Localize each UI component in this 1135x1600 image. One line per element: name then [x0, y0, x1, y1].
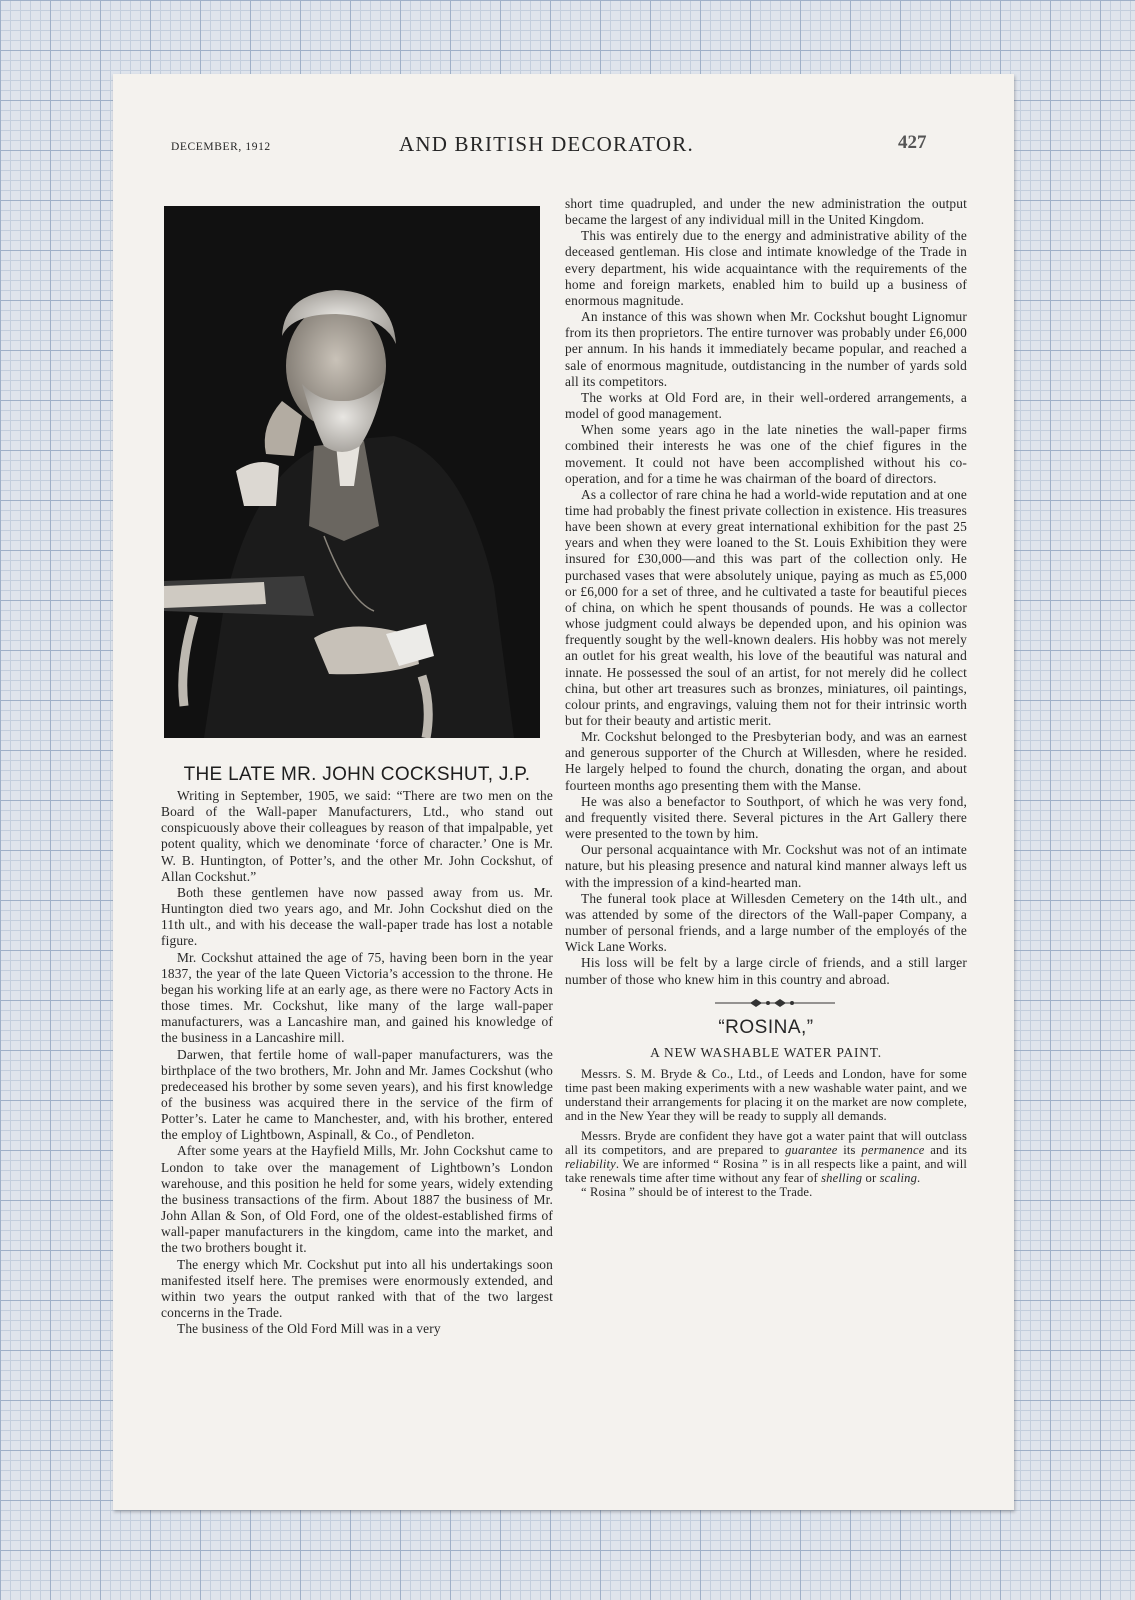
portrait-photograph [164, 206, 540, 738]
emphasis: shelling [821, 1170, 863, 1185]
portrait-icon [164, 206, 540, 738]
emphasis: scaling [879, 1170, 918, 1185]
section-ornament [565, 995, 967, 1011]
emphasis: reliability [565, 1156, 616, 1171]
paragraph: Messrs. S. M. Bryde & Co., Ltd., of Leeds and London, have for some time past been making experiments with a new washable water paint, and we understand their arrangements for placing it on the market are now complete, and in the New Year they will be ready to supply all demands. [565, 1066, 967, 1123]
ornament-icon [565, 995, 967, 1011]
journal-title: AND BRITISH DECORATOR. [399, 132, 694, 156]
emphasis: permanence [861, 1142, 925, 1157]
paragraph: The works at Old Ford are, in their well-ordered arrangements, a model of good management. [565, 389, 967, 422]
paragraph: The business of the Old Ford Mill was in a very [177, 1321, 441, 1337]
paragraph: When some years ago in the late nineties the wall-paper firms combined their interests he was one of the chief figures in the movement. It could not have been accomplished without his co-operation, and for a time he was chairman of the board of directors. [565, 422, 967, 486]
paragraph: The energy which Mr. Cockshut put into all his undertakings soon manifested itself here. The premises were enormously extended, and within two years the output ranked with that of the two largest concerns in the Trade. [161, 1256, 553, 1320]
rosina-subtitle: A NEW WASHABLE WATER PAINT. [650, 1044, 882, 1060]
paragraph: “ Rosina ” should be of interest to the Trade. [581, 1184, 813, 1199]
paragraph: Mr. Cockshut belonged to the Presbyterian body, and was an earnest and generous supporter of the Church at Willesden, where he resided. He largely helped to found the church, donating the organ, and about fourteen months ago presenting them with the Manse. [565, 729, 967, 793]
paragraph: Darwen, that fertile home of wall-paper manufacturers, was the birthplace of the two brothers, Mr. John and Mr. James Cockshut (who predeceased his brother by some seven years), and his first knowledge of the business was acquired there in the service of the firm of Potter’s. Later he came to Manchester, and, with his brother, entered the employ of Lightbown, Aspinall, & Co., of Pendleton. [161, 1046, 553, 1143]
paragraph: His loss will be felt by a large circle of friends, and a still larger number of those who knew him in this country and abroad. [565, 955, 967, 987]
right-column [565, 196, 967, 1199]
paragraph: This was entirely due to the energy and administrative ability of the deceased gentleman. His close and intimate knowledge of the Trade in every department, his wide acquaintance with the requirements of the home and foreign markets, enabled him to build up a business of enormous magnitude. [565, 228, 967, 308]
emphasis: guarantee [785, 1142, 838, 1157]
paragraph: Both these gentlemen have now passed away from us. Mr. Huntington died two years ago, and Mr. John Cockshut died on the 11th ult., and with his decease the wall-paper trade has lost a notable figure. [161, 884, 553, 949]
paragraph: After some years at the Hayfield Mills, Mr. John Cockshut came to London to take over the management of Lightbown’s London warehouse, and this position he held for some years, widely extending the business transactions of the firm. About 1887 the business of Mr. John Allan & Son, of Old Ford, one of the oldest-established firms of wall-paper manufacturers in the kingdom, came into the market, and the two brothers bought it. [161, 1143, 553, 1256]
running-header [113, 132, 1014, 162]
paragraph: short time quadrupled, and under the new administration the output became the largest of any individual mill in the United Kingdom. [565, 196, 967, 228]
left-column [161, 764, 553, 1337]
rosina-body [565, 1067, 967, 1199]
paragraph: The funeral took place at Willesden Cemetery on the 14th ult., and was attended by some of the directors of the Wall-paper Company, a number of personal friends, and a large number of the employés of the Wick Lane Works. [565, 890, 967, 955]
paragraph: Messrs. Bryde are confident they have got a water paint that will outclass all its competitors, and are prepared to guarantee its permanence and its reliability. We are informed “ Rosina ” is in all respects like a paint, and will take renewals time after time without any fear of shelling or scaling. [565, 1128, 967, 1185]
paragraph: An instance of this was shown when Mr. Cockshut bought Lignomur from its then proprietors. The entire turnover was probably under £6,000 per annum. In his hands it immediately became popular, and reached a sale of enormous magnitude, outdistancing in the number of yards sold all its competitors. [565, 309, 967, 389]
article-caption: THE LATE MR. JOHN COCKSHUT, J.P. [183, 764, 531, 785]
paragraph: He was also a benefactor to Southport, of which he was very fond, and frequently visited there. Several pictures in the Art Gallery there were presented to the town by him. [565, 793, 967, 842]
issue-date: DECEMBER, 1912 [171, 141, 271, 153]
paragraph: Our personal acquaintance with Mr. Cockshut was not of an intimate nature, but his pleasing presence and natural kind manner always left us with the impression of a kind-hearted man. [565, 842, 967, 890]
paragraph: Writing in September, 1905, we said: “There are two men on the Board of the Wall-paper Manufacturers, Ltd., who stand out conspicuously above their colleagues by reason of that impalpable, yet potent quality, which we denominate ‘force of character.’ One is Mr. W. B. Huntington, of Potter’s, and the other Mr. John Cockshut, of Allan Cockshut.” [161, 788, 553, 884]
paragraph: As a collector of rare china he had a world-wide reputation and at one time had probably the finest private collection in existence. His treasures have been shown at every great international exhibition for the past 25 years and when they were loaned to the St. Louis Exhibition they were insured for £30,000—and this was part of the collection only. He purchased vases that were absolutely unique, paying as much as £5,000 or £6,000 for a set of three, and he cultivated a taste for beautiful pieces of china, on which he spent thousands of pounds. He was a collector whose judgment could always be depended upon, and his opinion was frequently sought by the well-known dealers. His hobby was not merely an outlet for his great wealth, his love of the beautiful was natural and innate. He possessed the soul of an artist, for not merely did he collect china, but other art treasures such as bronzes, miniatures, oil paintings, colour prints, and engravings, valuing them not for their intrinsic worth but for their beauty and artistic merit. [565, 486, 967, 728]
rosina-title: “ROSINA,” [718, 1016, 814, 1038]
page-number: 427 [898, 132, 927, 153]
magazine-page [113, 74, 1014, 1510]
paragraph: Mr. Cockshut attained the age of 75, having been born in the year 1837, the year of the late Queen Victoria’s accession to the throne. He began his working life at an early age, as there were no Factory Acts in those times. Mr. Cockshut, like many of the large wall-paper manufacturers, was a Lancashire man, and gained his knowledge of the business in a Lancashire mill. [161, 949, 553, 1046]
